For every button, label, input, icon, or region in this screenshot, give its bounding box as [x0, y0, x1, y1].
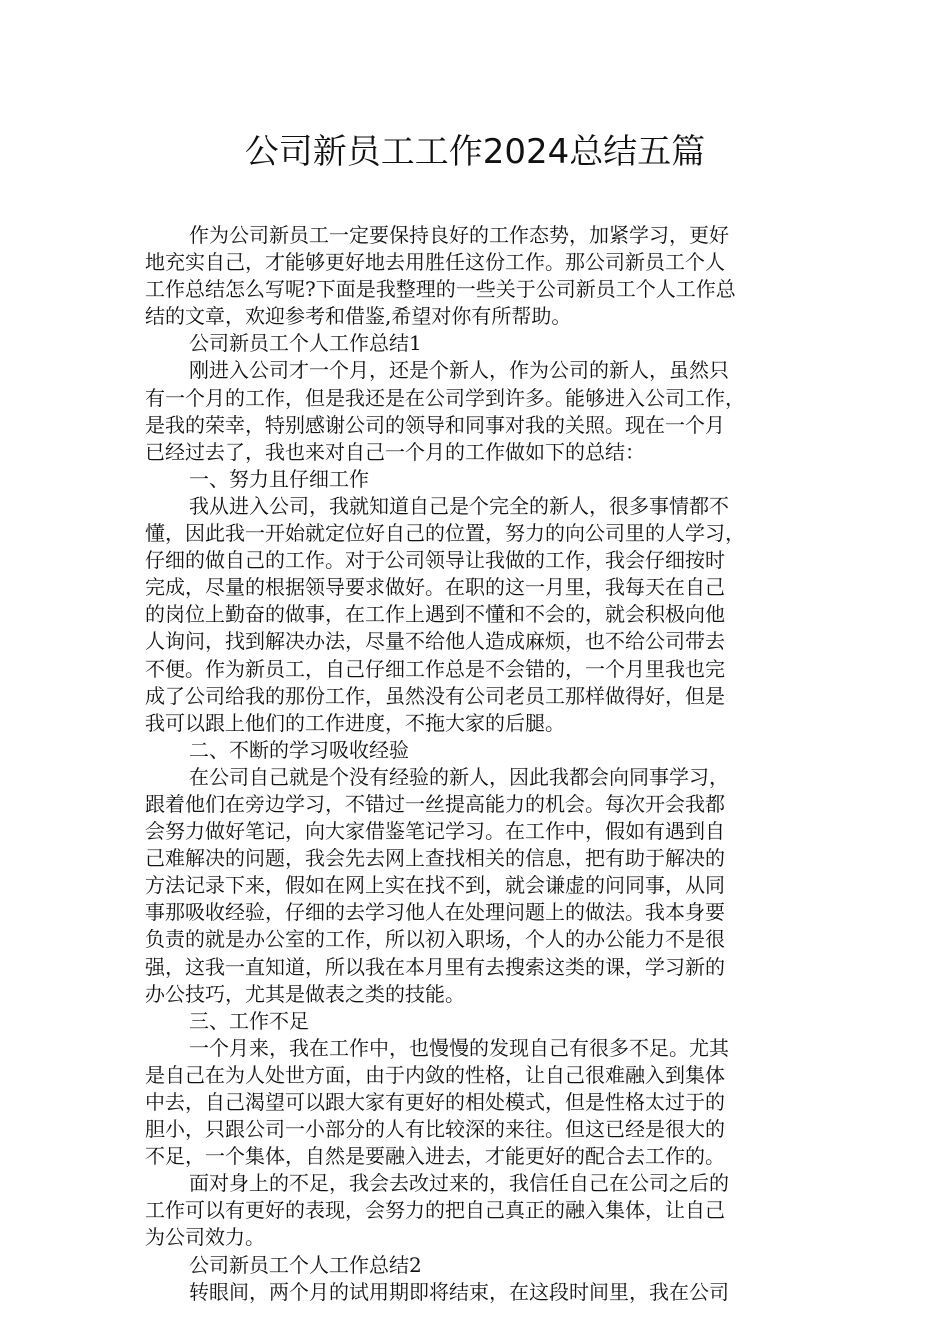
text-line: 负责的就是办公室的工作，所以初入职场，个人的办公能力不是很	[145, 927, 725, 952]
text-line: 地充实自己，才能够更好地去用胜任这份工作。那公司新员工个人	[145, 250, 725, 275]
text-line: 为公司效力。	[145, 1225, 265, 1250]
text-line: 办公技巧，尤其是做表之类的技能。	[145, 981, 465, 1006]
text-line: 是自己在为人处世方面，由于内敛的性格，让自己很难融入到集体	[145, 1062, 725, 1087]
text-line: 二、不断的学习吸收经验	[189, 737, 409, 762]
text-line: 一、努力且仔细工作	[189, 466, 369, 491]
text-line: 公司新员工个人工作总结2	[189, 1252, 422, 1277]
document-body	[145, 222, 807, 1306]
text-line: 强，这我一直知道，所以我在本月里有去搜索这类的课，学习新的	[145, 954, 725, 979]
text-line: 作为公司新员工一定要保持良好的工作态势，加紧学习，更好	[189, 223, 729, 247]
text-line: 胆小，只跟公司一小部分的人有比较深的来往。但这已经是很大的	[145, 1117, 725, 1142]
text-line: 结的文章，欢迎参考和借鉴,希望对你有所帮助。	[145, 304, 572, 329]
text-line: 工作可以有更好的表现，会努力的把自己真正的融入集体，让自己	[145, 1198, 725, 1223]
text-line: 仔细的做自己的工作。对于公司领导让我做的工作，我会仔细按时	[145, 548, 725, 573]
text-line: 我从进入公司，我就知道自己是个完全的新人，很多事情都不	[189, 493, 729, 518]
text-line: 中去，自己渴望可以跟大家有更好的相处模式，但是性格太过于的	[145, 1090, 725, 1114]
text-line: 不足，一个集体，自然是要融入进去，才能更好的配合去工作的。	[145, 1144, 725, 1169]
text-line: 是我的荣幸，特别感谢公司的领导和同事对我的关照。现在一个月	[145, 412, 725, 437]
text-line: 工作总结怎么写呢?下面是我整理的一些关于公司新员工个人工作总	[145, 277, 736, 302]
text-line: 公司新员工个人工作总结1	[189, 331, 422, 356]
text-line: 事那吸收经验，仔细的去学习他人在处理问题上的做法。我本身要	[145, 900, 725, 925]
text-line: 三、工作不足	[189, 1008, 309, 1033]
document-title: 公司新员工工作2024总结五篇	[244, 132, 706, 172]
text-line: 懂，因此我一开始就定位好自己的位置，努力的向公司里的人学习，	[145, 521, 745, 546]
text-line: 完成，尽量的根据领导要求做好。在职的这一月里，我每天在自己	[145, 575, 725, 600]
text-line: 己难解决的问题，我会先去网上查找相关的信息，把有助于解决的	[145, 846, 725, 871]
text-line: 会努力做好笔记，向大家借鉴笔记学习。在工作中，假如有遇到自	[145, 819, 725, 844]
text-line: 方法记录下来，假如在网上实在找不到，就会谦虚的问同事，从同	[145, 873, 725, 898]
text-line: 刚进入公司才一个月，还是个新人，作为公司的新人，虽然只	[189, 358, 729, 383]
text-line: 成了公司给我的那份工作，虽然没有公司老员工那样做得好，但是	[145, 683, 725, 708]
text-line: 的岗位上勤奋的做事，在工作上遇到不懂和不会的，就会积极向他	[145, 602, 725, 627]
text-line: 在公司自己就是个没有经验的新人，因此我都会向同事学习，	[189, 764, 729, 789]
text-line: 转眼间，两个月的试用期即将结束，在这段时间里，我在公司	[189, 1279, 729, 1304]
text-line: 不便。作为新员工，自己仔细工作总是不会错的，一个月里我也完	[145, 656, 725, 681]
text-line: 有一个月的工作，但是我还是在公司学到许多。能够进入公司工作，	[145, 385, 745, 410]
text-line: 跟着他们在旁边学习，不错过一丝提高能力的机会。每次开会我都	[145, 791, 725, 816]
text-line: 我可以跟上他们的工作进度，不拖大家的后腿。	[145, 710, 565, 735]
text-line: 一个月来，我在工作中，也慢慢的发现自己有很多不足。尤其	[189, 1035, 729, 1060]
text-line: 面对身上的不足，我会去改过来的，我信任自己在公司之后的	[189, 1171, 729, 1196]
text-line: 已经过去了，我也来对自己一个月的工作做如下的总结：	[145, 439, 645, 464]
text-line: 人询问，找到解决办法，尽量不给他人造成麻烦，也不给公司带去	[145, 629, 725, 654]
